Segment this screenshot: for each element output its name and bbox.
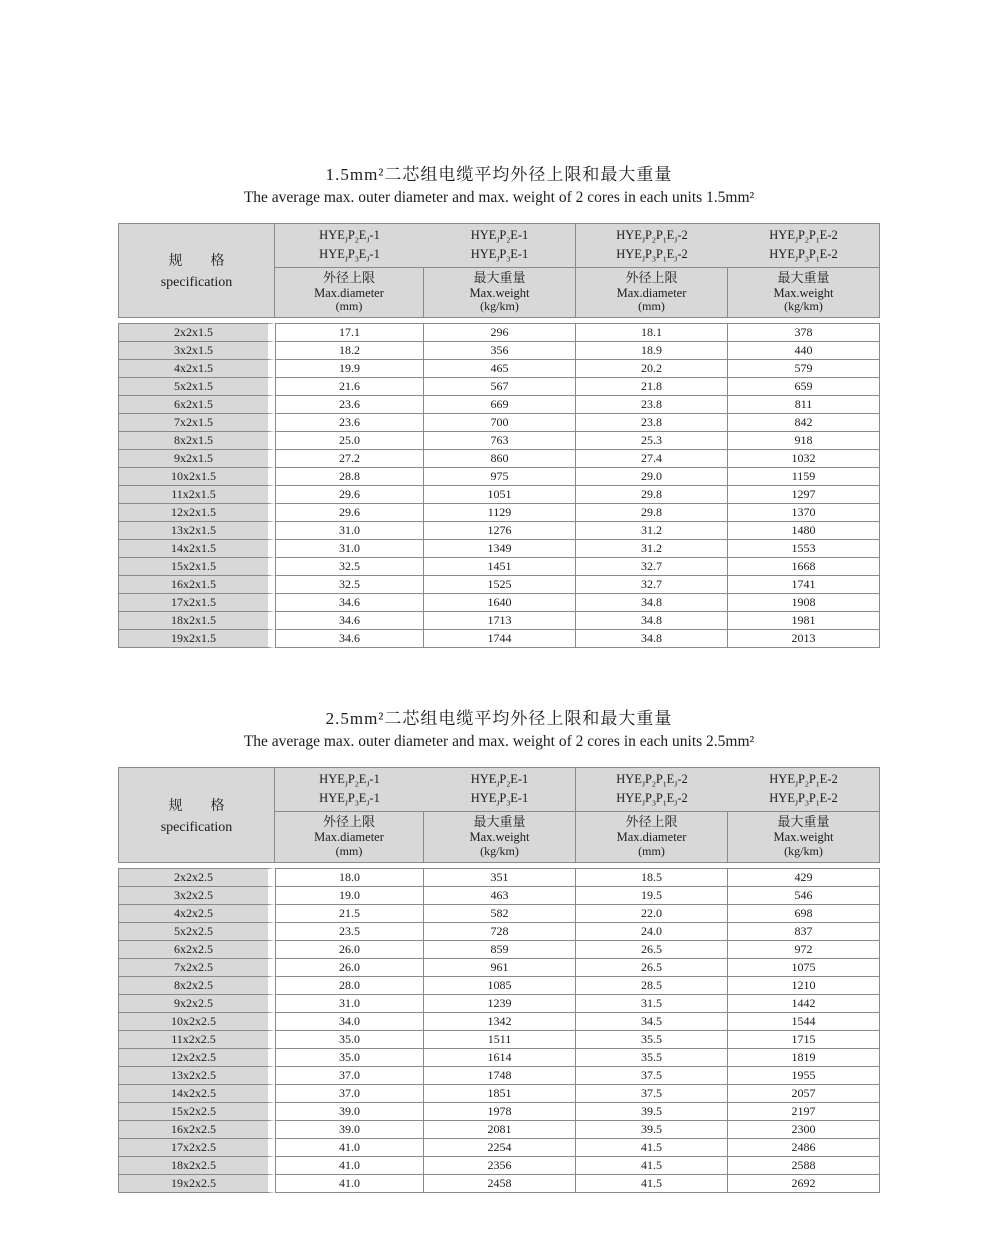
value-cell: 35.5: [576, 1049, 728, 1067]
model-header-cell: [424, 767, 576, 812]
spec-cell: 14x2x1.5: [118, 540, 275, 558]
table-row: [118, 594, 880, 612]
spec-cell: 19x2x2.5: [118, 1175, 275, 1193]
spec-cell: 13x2x2.5: [118, 1067, 275, 1085]
measure-label-en: Max.diameter: [314, 830, 384, 845]
spec-cell: 9x2x2.5: [118, 995, 275, 1013]
value-cell: 356: [424, 342, 576, 360]
value-cell: 19.5: [576, 887, 728, 905]
value-cell: 2588: [728, 1157, 880, 1175]
value-cell: 23.6: [275, 414, 424, 432]
value-cell: 18.5: [576, 868, 728, 887]
model-name: $HYE_JP_3P_1E-2$: [769, 791, 838, 808]
value-cell: 21.5: [275, 905, 424, 923]
spec-cell: 15x2x2.5: [118, 1103, 275, 1121]
measure-unit: (kg/km): [480, 299, 519, 314]
spec-cell: 12x2x1.5: [118, 504, 275, 522]
table-row: [118, 360, 880, 378]
value-cell: 31.2: [576, 522, 728, 540]
value-cell: 18.0: [275, 868, 424, 887]
spec-cell: 5x2x1.5: [118, 378, 275, 396]
value-cell: 1713: [424, 612, 576, 630]
value-cell: 1239: [424, 995, 576, 1013]
spec-label-en: specification: [160, 275, 233, 291]
model-name: $HYE_JP_2P_1E_J-2$: [616, 228, 688, 245]
value-cell: 351: [424, 868, 576, 887]
value-cell: 29.8: [576, 504, 728, 522]
measure-label-zh: 外径上限: [625, 814, 678, 830]
table-row: [118, 959, 880, 977]
value-cell: 918: [728, 432, 880, 450]
value-cell: 463: [424, 887, 576, 905]
value-cell: 2300: [728, 1121, 880, 1139]
value-cell: 32.7: [576, 576, 728, 594]
model-name: $HYE_JP_2P_1E-2$: [769, 772, 838, 789]
value-cell: 34.6: [275, 612, 424, 630]
table-row: [118, 450, 880, 468]
value-cell: 1210: [728, 977, 880, 995]
measure-header-cell: [275, 268, 424, 319]
value-cell: 1668: [728, 558, 880, 576]
value-cell: 1851: [424, 1085, 576, 1103]
value-cell: 2356: [424, 1157, 576, 1175]
model-header-cell: [275, 767, 424, 812]
model-header-cell: [728, 767, 880, 812]
spec-cell: 11x2x2.5: [118, 1031, 275, 1049]
spec-cell: 14x2x2.5: [118, 1085, 275, 1103]
value-cell: 961: [424, 959, 576, 977]
section-title-zh: 2.5mm²二芯组电缆平均外径上限和最大重量: [325, 709, 673, 729]
value-cell: 1032: [728, 450, 880, 468]
value-cell: 1955: [728, 1067, 880, 1085]
value-cell: 1442: [728, 995, 880, 1013]
table-row: [118, 612, 880, 630]
value-cell: 23.5: [275, 923, 424, 941]
value-cell: 29.0: [576, 468, 728, 486]
spec-cell: 3x2x1.5: [118, 342, 275, 360]
table-header: [118, 767, 880, 862]
value-cell: 29.8: [576, 486, 728, 504]
header-models-row: [118, 767, 880, 812]
value-cell: 842: [728, 414, 880, 432]
value-cell: 1553: [728, 540, 880, 558]
value-cell: 296: [424, 323, 576, 342]
spec-cell: 6x2x1.5: [118, 396, 275, 414]
value-cell: 28.5: [576, 977, 728, 995]
value-cell: 32.7: [576, 558, 728, 576]
spec-header-cell: [118, 223, 275, 318]
measure-label-zh: 最大重量: [473, 269, 526, 285]
table-row: [118, 504, 880, 522]
value-cell: 34.0: [275, 1013, 424, 1031]
value-cell: 19.0: [275, 887, 424, 905]
table-row: [118, 323, 880, 342]
table-row: [118, 868, 880, 887]
value-cell: 1908: [728, 594, 880, 612]
value-cell: 1978: [424, 1103, 576, 1121]
measure-label-en: Max.diameter: [314, 285, 384, 300]
value-cell: 32.5: [275, 558, 424, 576]
table-row: [118, 995, 880, 1013]
measure-unit: (kg/km): [480, 843, 519, 858]
spec-cell: 8x2x2.5: [118, 977, 275, 995]
spec-cell: 7x2x1.5: [118, 414, 275, 432]
table-row: [118, 1157, 880, 1175]
value-cell: 700: [424, 414, 576, 432]
value-cell: 41.5: [576, 1139, 728, 1157]
table-row: [118, 540, 880, 558]
table-row: [118, 923, 880, 941]
value-cell: 29.6: [275, 486, 424, 504]
spec-cell: 4x2x2.5: [118, 905, 275, 923]
value-cell: 1075: [728, 959, 880, 977]
value-cell: 1981: [728, 612, 880, 630]
value-cell: 21.8: [576, 378, 728, 396]
value-cell: 1051: [424, 486, 576, 504]
measure-unit: (mm): [638, 843, 665, 858]
value-cell: 1451: [424, 558, 576, 576]
value-cell: 1276: [424, 522, 576, 540]
value-cell: 25.0: [275, 432, 424, 450]
value-cell: 1614: [424, 1049, 576, 1067]
spec-cell: 4x2x1.5: [118, 360, 275, 378]
value-cell: 26.0: [275, 941, 424, 959]
table-row: [118, 630, 880, 648]
table-row: [118, 1067, 880, 1085]
value-cell: 1342: [424, 1013, 576, 1031]
value-cell: 1085: [424, 977, 576, 995]
spec-label-en: specification: [160, 819, 233, 835]
value-cell: 1159: [728, 468, 880, 486]
value-cell: 41.0: [275, 1139, 424, 1157]
table-row: [118, 1013, 880, 1031]
value-cell: 1715: [728, 1031, 880, 1049]
table-row: [118, 905, 880, 923]
spec-label-zh: 规 格: [168, 798, 225, 814]
measure-header-cell: [576, 812, 728, 863]
value-cell: 39.0: [275, 1103, 424, 1121]
value-cell: 41.0: [275, 1157, 424, 1175]
value-cell: 1544: [728, 1013, 880, 1031]
measure-label-en: Max.diameter: [616, 285, 687, 300]
value-cell: 39.5: [576, 1121, 728, 1139]
table-body: [118, 318, 880, 648]
value-cell: 39.0: [275, 1121, 424, 1139]
table-row: [118, 522, 880, 540]
spec-cell: 2x2x2.5: [118, 868, 275, 887]
value-cell: 728: [424, 923, 576, 941]
value-cell: 2458: [424, 1175, 576, 1193]
value-cell: 34.8: [576, 612, 728, 630]
value-cell: 35.5: [576, 1031, 728, 1049]
value-cell: 29.6: [275, 504, 424, 522]
measure-unit: (kg/km): [784, 299, 823, 314]
value-cell: 669: [424, 396, 576, 414]
value-cell: 1819: [728, 1049, 880, 1067]
value-cell: 1480: [728, 522, 880, 540]
spec-cell: 5x2x2.5: [118, 923, 275, 941]
value-cell: 34.6: [275, 594, 424, 612]
model-name: $HYE_JP_3P_1E_J-2$: [616, 791, 688, 808]
model-name: $HYE_JP_2E-1$: [470, 228, 529, 245]
value-cell: 31.2: [576, 540, 728, 558]
measure-label-en: Max.weight: [773, 830, 834, 845]
spec-cell: 12x2x2.5: [118, 1049, 275, 1067]
measure-label-en: Max.weight: [469, 830, 530, 845]
value-cell: 17.1: [275, 323, 424, 342]
measure-header-cell: [728, 812, 880, 863]
value-cell: 18.9: [576, 342, 728, 360]
value-cell: 1741: [728, 576, 880, 594]
section-2-5mm: [118, 704, 880, 1192]
value-cell: 39.5: [576, 1103, 728, 1121]
spec-cell: 15x2x1.5: [118, 558, 275, 576]
value-cell: 37.0: [275, 1067, 424, 1085]
value-cell: 1297: [728, 486, 880, 504]
value-cell: 2692: [728, 1175, 880, 1193]
table-row: [118, 576, 880, 594]
spec-cell: 18x2x1.5: [118, 612, 275, 630]
table-row: [118, 342, 880, 360]
value-cell: 35.0: [275, 1031, 424, 1049]
value-cell: 31.0: [275, 522, 424, 540]
value-cell: 429: [728, 868, 880, 887]
header-models-row: [118, 223, 880, 268]
value-cell: 579: [728, 360, 880, 378]
section-title-en: The average max. outer diameter and max. weight of 2 cores in each units 2.5mm²: [243, 733, 755, 751]
table-row: [118, 1103, 880, 1121]
measure-label-zh: 最大重量: [777, 814, 830, 830]
measure-label-zh: 外径上限: [625, 269, 678, 285]
model-header-cell: [424, 223, 576, 268]
value-cell: 2081: [424, 1121, 576, 1139]
measure-unit: (mm): [335, 843, 363, 858]
table-row: [118, 1085, 880, 1103]
model-name: $HYE_JP_2P_1E-2$: [769, 228, 838, 245]
spec-cell: 6x2x2.5: [118, 941, 275, 959]
section-title-en: The average max. outer diameter and max. weight of 2 cores in each units 1.5mm²: [243, 189, 755, 206]
model-header-cell: [275, 223, 424, 268]
value-cell: 18.2: [275, 342, 424, 360]
value-cell: 20.2: [576, 360, 728, 378]
spec-cell: 7x2x2.5: [118, 959, 275, 977]
value-cell: 26.5: [576, 959, 728, 977]
spec-cell: 17x2x1.5: [118, 594, 275, 612]
value-cell: 22.0: [576, 905, 728, 923]
value-cell: 1349: [424, 540, 576, 558]
spec-cell: 11x2x1.5: [118, 486, 275, 504]
value-cell: 2486: [728, 1139, 880, 1157]
value-cell: 975: [424, 468, 576, 486]
value-cell: 24.0: [576, 923, 728, 941]
value-cell: 1129: [424, 504, 576, 522]
measure-header-cell: [728, 268, 880, 319]
model-header-cell: [728, 223, 880, 268]
value-cell: 2013: [728, 630, 880, 648]
value-cell: 23.6: [275, 396, 424, 414]
model-name: $HYE_JP_2E-1$: [470, 772, 529, 789]
value-cell: 32.5: [275, 576, 424, 594]
measure-header-cell: [424, 268, 576, 319]
value-cell: 2254: [424, 1139, 576, 1157]
value-cell: 440: [728, 342, 880, 360]
measure-label-zh: 最大重量: [777, 269, 830, 285]
spec-header-cell: [118, 767, 275, 862]
value-cell: 1640: [424, 594, 576, 612]
table-row: [118, 486, 880, 504]
spec-label-zh: 规 格: [168, 254, 225, 270]
table-row: [118, 378, 880, 396]
value-cell: 21.6: [275, 378, 424, 396]
value-cell: 1370: [728, 504, 880, 522]
measure-unit: (kg/km): [784, 843, 823, 858]
table-row: [118, 977, 880, 995]
spec-cell: 17x2x2.5: [118, 1139, 275, 1157]
value-cell: 37.0: [275, 1085, 424, 1103]
value-cell: 34.6: [275, 630, 424, 648]
spec-cell: 18x2x2.5: [118, 1157, 275, 1175]
value-cell: 763: [424, 432, 576, 450]
model-name: $HYE_JP_2E_J-1$: [319, 228, 380, 245]
spec-cell: 16x2x2.5: [118, 1121, 275, 1139]
value-cell: 19.9: [275, 360, 424, 378]
measure-label-zh: 外径上限: [322, 814, 375, 830]
value-cell: 34.5: [576, 1013, 728, 1031]
value-cell: 26.5: [576, 941, 728, 959]
value-cell: 659: [728, 378, 880, 396]
value-cell: 35.0: [275, 1049, 424, 1067]
model-name: $HYE_JP_3E_J-1$: [319, 246, 380, 264]
value-cell: 31.0: [275, 540, 424, 558]
measure-label-zh: 最大重量: [473, 814, 526, 830]
value-cell: 2057: [728, 1085, 880, 1103]
measure-label-en: Max.weight: [773, 285, 834, 300]
table-row: [118, 1049, 880, 1067]
table-row: [118, 941, 880, 959]
measure-header-cell: [424, 812, 576, 863]
table-row: [118, 1139, 880, 1157]
table-row: [118, 887, 880, 905]
model-name: $HYE_JP_3E_J-1$: [319, 791, 380, 808]
value-cell: 1525: [424, 576, 576, 594]
value-cell: 31.5: [576, 995, 728, 1013]
measure-label-zh: 外径上限: [322, 269, 375, 285]
value-cell: 26.0: [275, 959, 424, 977]
model-name: $HYE_JP_3E-1$: [470, 246, 529, 264]
value-cell: 1511: [424, 1031, 576, 1049]
value-cell: 27.4: [576, 450, 728, 468]
section-1-5mm: [118, 0, 880, 648]
table-row: [118, 468, 880, 486]
value-cell: 859: [424, 941, 576, 959]
value-cell: 465: [424, 360, 576, 378]
value-cell: 37.5: [576, 1067, 728, 1085]
measure-unit: (mm): [335, 299, 363, 314]
value-cell: 811: [728, 396, 880, 414]
value-cell: 378: [728, 323, 880, 342]
table-row: [118, 558, 880, 576]
measure-header-cell: [576, 268, 728, 319]
table-row: [118, 432, 880, 450]
value-cell: 567: [424, 378, 576, 396]
model-name: $HYE_JP_2P_1E_J-2$: [616, 772, 688, 789]
value-cell: 546: [728, 887, 880, 905]
value-cell: 41.0: [275, 1175, 424, 1193]
spec-cell: 9x2x1.5: [118, 450, 275, 468]
table-row: [118, 1121, 880, 1139]
model-name: $HYE_JP_3P_1E_J-2$: [616, 246, 688, 264]
value-cell: 37.5: [576, 1085, 728, 1103]
value-cell: 41.5: [576, 1175, 728, 1193]
measure-unit: (mm): [638, 299, 665, 314]
value-cell: 18.1: [576, 323, 728, 342]
spec-cell: 16x2x1.5: [118, 576, 275, 594]
cable-spec-table-2-5mm: [118, 767, 880, 1192]
spec-cell: 3x2x2.5: [118, 887, 275, 905]
value-cell: 28.0: [275, 977, 424, 995]
value-cell: 28.8: [275, 468, 424, 486]
table-row: [118, 1175, 880, 1193]
value-cell: 41.5: [576, 1157, 728, 1175]
value-cell: 2197: [728, 1103, 880, 1121]
table-header: [118, 223, 880, 318]
model-header-cell: [576, 223, 728, 268]
value-cell: 25.3: [576, 432, 728, 450]
measure-label-en: Max.weight: [469, 285, 530, 300]
model-header-cell: [576, 767, 728, 812]
value-cell: 23.8: [576, 396, 728, 414]
spec-cell: 10x2x2.5: [118, 1013, 275, 1031]
cable-spec-table-1-5mm: [118, 223, 880, 648]
measure-label-en: Max.diameter: [616, 830, 687, 845]
value-cell: 860: [424, 450, 576, 468]
table-row: [118, 1031, 880, 1049]
measure-header-cell: [275, 812, 424, 863]
table-body: [118, 863, 880, 1193]
spec-cell: 8x2x1.5: [118, 432, 275, 450]
spec-cell: 13x2x1.5: [118, 522, 275, 540]
table-row: [118, 414, 880, 432]
value-cell: 34.8: [576, 594, 728, 612]
spec-cell: 19x2x1.5: [118, 630, 275, 648]
section-title-zh: 1.5mm²二芯组电缆平均外径上限和最大重量: [325, 165, 673, 184]
table-row: [118, 396, 880, 414]
spec-cell: 10x2x1.5: [118, 468, 275, 486]
model-name: $HYE_JP_3P_1E-2$: [769, 246, 838, 264]
model-name: $HYE_JP_2E_J-1$: [319, 772, 380, 789]
value-cell: 837: [728, 923, 880, 941]
value-cell: 698: [728, 905, 880, 923]
spec-cell: 2x2x1.5: [118, 323, 275, 342]
value-cell: 1748: [424, 1067, 576, 1085]
value-cell: 972: [728, 941, 880, 959]
value-cell: 31.0: [275, 995, 424, 1013]
model-name: $HYE_JP_3E-1$: [470, 791, 529, 808]
value-cell: 1744: [424, 630, 576, 648]
value-cell: 34.8: [576, 630, 728, 648]
value-cell: 27.2: [275, 450, 424, 468]
value-cell: 23.8: [576, 414, 728, 432]
value-cell: 582: [424, 905, 576, 923]
